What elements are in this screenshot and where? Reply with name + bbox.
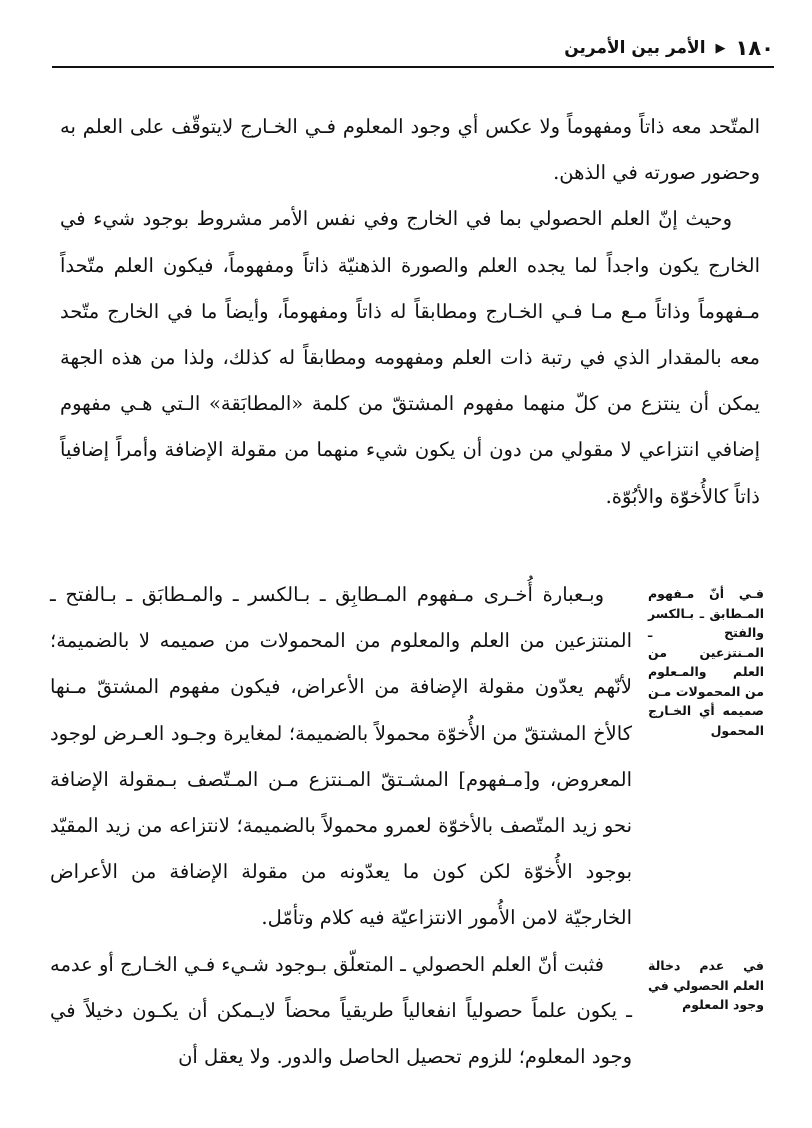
body-block-section-2 <box>50 942 632 1081</box>
paragraph: وحيث إنّ العلم الحصولي بما في الخارج وفي نفس الأمر مشروط بوجود شيء في الخارج يكون واجداً لما يجده العلم والصورة الذهنيّة ذاتاً ومفهوماً، فيكون العلم متّحداً مـفهوماً وذاتاً مـع مـا فـي الخـارج ومطابقاً له ذاتاً ومفهوماً، وأيضاً ما في الخارج متّحد معه بالمقدار الذي في رتبة ذات العلم ومفهومه ومطابقاً له كذلك، ولذا من هذه الجهة يمكن أن ينتزع من كلّ منهما مفهوم المشتقّ من كلمة «المطابَقة» الـتي هـي مفهوم إضافي انتزاعي لا مقولي من دون أن يكون شيء منهما من مقولة الإضافة وأمراً إضافياً ذاتاً كالأُخوّة والأبُوّة. <box>60 207 760 508</box>
running-header <box>52 30 774 66</box>
body-block-section-1 <box>50 572 632 942</box>
body-block-top <box>60 104 760 520</box>
margin-note-1: فـي أنّ مـفهوم المـطابق ـ بـالكسر والفتح ـ المـنتزعين من العلم والمـعلوم من المحمولات مـن صميمه أي الخـارج المحمول <box>648 586 764 738</box>
running-title: الأمر بين الأمرين <box>564 38 706 58</box>
page-number: ١٨٠ <box>735 36 774 60</box>
margin-note-2: في عدم دخالة العلم الحصولي في وجود المعلوم <box>648 958 764 1012</box>
paragraph-continued: المتّحد معه ذاتاً ومفهوماً ولا عكس أي وجود المعلوم فـي الخـارج لايتوقّف على العلم به وحضور صورته في الذهن. <box>60 115 760 185</box>
triangle-marker-icon: ▶ <box>715 40 726 56</box>
paragraph: فثبت أنّ العلم الحصولي ـ المتعلّق بـوجود شـيء فـي الخـارج أو عدمه ـ يكون علماً حصولياً انفعالياً طريقياً محضاً لايـمكن أن يكـون دخيلاً في وجود المعلوم؛ للزوم تحصيل الحاصل والدور. ولا يعقل أن <box>50 953 632 1069</box>
paragraph: وبـعبارة أُخـرى مـفهوم المـطابِق ـ بـالكسر ـ والمـطابَق ـ بـالفتح ـ المنتزعين من العلم والمعلوم من المحمولات من صميمه لا بالضميمة؛ لأنّهم يعدّون مقولة الإضافة من الأعراض، فيكون مفهوم المشتقّ مـنها كالأخ المشتقّ من الأُخوّة محمولاً بالضميمة؛ لمغايرة وجـود العـرض لوجود المعروض، و[مـفهوم] المشـتقّ المـنتزع مـن المـتّصف بـمقولة الإضافة نحو زيد المتّصف بالأخوّة لعمرو محمولاً بالضميمة؛ لانتزاعه من زيد المقيّد بوجود الأُخوّة لكن كون ما يعدّونه من مقولة الإضافة من الأعراض الخارجيّة لامن الأُمور الانتزاعيّة فيه كلام وتأمّل. <box>50 583 632 930</box>
header-rule <box>52 66 774 68</box>
